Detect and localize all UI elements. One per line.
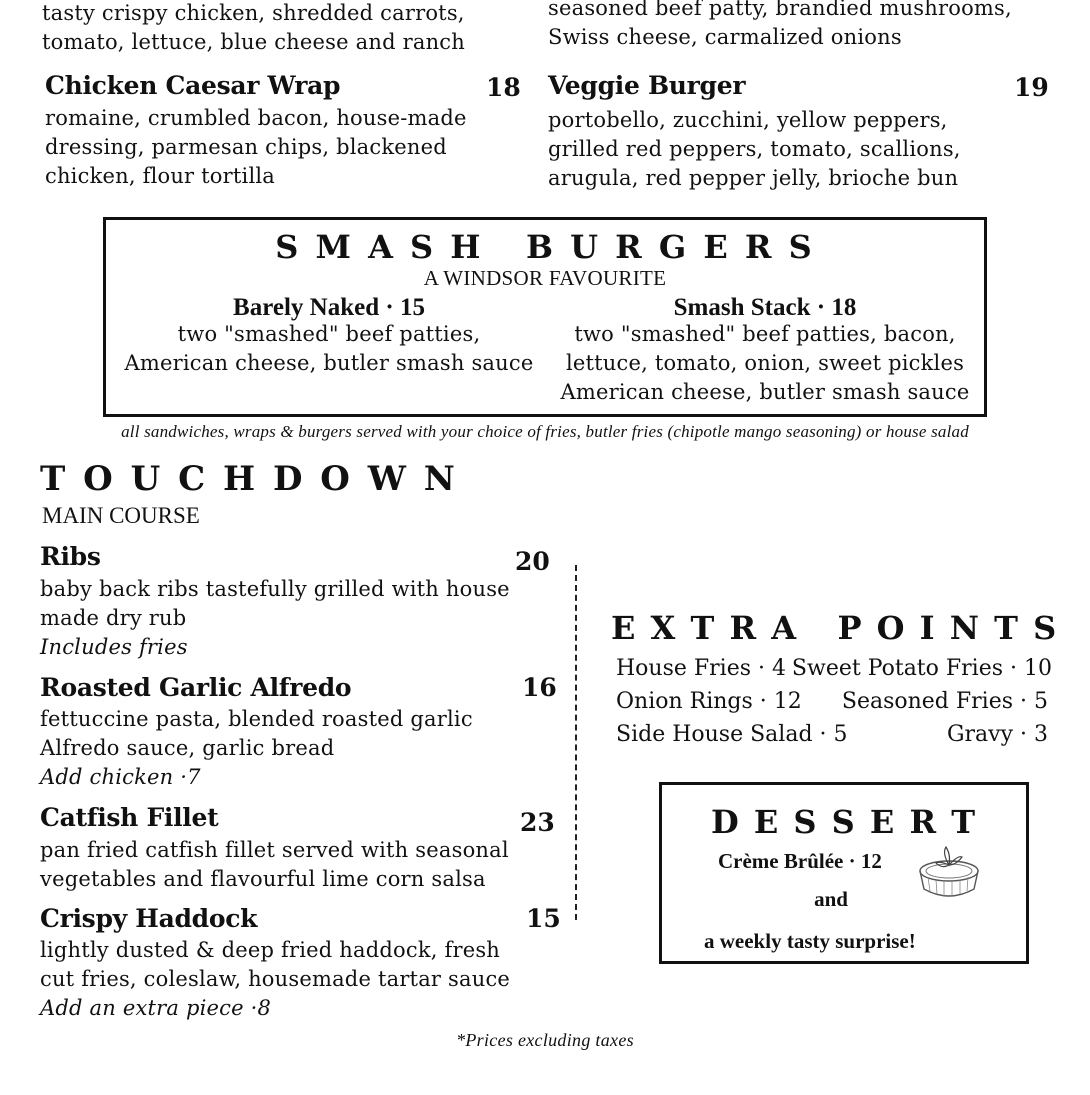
ribs-price: 20 xyxy=(515,547,550,576)
smash-item-barely-naked xyxy=(114,294,544,378)
dessert-box xyxy=(659,782,1029,964)
extra-sweet-potato-fries: Sweet Potato Fries · 10 xyxy=(791,656,1052,681)
ribs-desc: baby back ribs tastefully grilled with house made dry rub Includes fries xyxy=(40,575,520,662)
barely-naked-name: Barely Naked · 15 xyxy=(233,294,425,321)
alfredo-price: 16 xyxy=(522,673,557,702)
alfredo-desc: fettuccine pasta, blended roasted garlic Alfredo sauce, garlic bread Add chicken ·7 xyxy=(40,705,520,792)
ribs-name: Ribs xyxy=(40,542,101,571)
barely-naked-desc: two "smashed" beef patties, American cheese, butler smash sauce xyxy=(124,322,534,375)
catfish-price: 23 xyxy=(520,808,555,837)
top-left-item-desc: tasty crispy chicken, shredded carrots, tomato, lettuce, blue cheese and ranch xyxy=(42,1,465,54)
alfredo-note: Add chicken ·7 xyxy=(40,765,201,789)
veggie-burger-price: 19 xyxy=(1014,73,1049,102)
touchdown-title: T O U C H D O W N xyxy=(40,459,458,499)
prices-note: *Prices excluding taxes xyxy=(456,1030,634,1050)
veggie-burger-desc: portobello, zucchini, yellow peppers, grilled red peppers, tomato, scallions, arugula, red pepper jelly, brioche bun xyxy=(548,108,961,190)
dessert-and: and xyxy=(814,887,848,911)
chicken-caesar-name: Chicken Caesar Wrap xyxy=(45,71,341,100)
dessert-title: D E S S E R T xyxy=(711,803,977,841)
catfish-desc: pan fried catfish fillet served with seasonal vegetables and flavourful lime corn salsa xyxy=(40,838,509,891)
chicken-caesar-desc: romaine, crumbled bacon, house-made dressing, parmesan chips, blackened chicken, flour tortilla xyxy=(45,106,467,188)
column-divider xyxy=(575,565,577,920)
haddock-note: Add an extra piece ·8 xyxy=(40,996,272,1020)
served-with-note: all sandwiches, wraps & burgers served with your choice of fries, butler fries (chipotle mango seasoning) or house salad xyxy=(121,422,969,441)
veggie-burger-name: Veggie Burger xyxy=(548,71,746,100)
haddock-name: Crispy Haddock xyxy=(40,904,258,933)
extra-side-house-salad: Side House Salad · 5 xyxy=(616,722,848,747)
chicken-caesar-price: 18 xyxy=(486,73,521,102)
extra-points-title: E X T R A P O I N T S xyxy=(611,609,1059,647)
creme-brulee-item: Crème Brûlée · 12 xyxy=(718,849,882,873)
extra-gravy: Gravy · 3 xyxy=(946,722,1048,747)
extra-onion-rings: Onion Rings · 12 xyxy=(616,689,802,714)
catfish-name: Catfish Fillet xyxy=(40,803,219,832)
smash-stack-name: Smash Stack · 18 xyxy=(673,294,857,321)
extra-house-fries: House Fries · 4 xyxy=(616,656,787,681)
touchdown-subtitle: MAIN COURSE xyxy=(42,503,200,528)
haddock-price: 15 xyxy=(526,904,561,933)
haddock-desc: lightly dusted & deep fried haddock, fresh cut fries, coleslaw, housemade tartar sauce Add an extra piece ·8 xyxy=(40,936,530,1023)
smash-burgers-subtitle: A WINDSOR FAVOURITE xyxy=(423,266,667,290)
top-right-item-desc: seasoned beef patty, brandied mushrooms, Swiss cheese, carmalized onions xyxy=(548,0,1012,49)
dessert-surprise: a weekly tasty surprise! xyxy=(704,929,916,953)
smash-item-smash-stack xyxy=(550,294,980,407)
alfredo-name: Roasted Garlic Alfredo xyxy=(40,673,352,702)
smash-burgers-title: S M A S H B U R G E R S xyxy=(275,228,815,266)
smash-stack-desc: two "smashed" beef patties, bacon, lettuce, tomato, onion, sweet pickles American cheese, butler smash sauce xyxy=(560,322,970,404)
smash-burgers-box xyxy=(103,217,987,417)
ribs-note: Includes fries xyxy=(40,635,188,659)
extra-seasoned-fries: Seasoned Fries · 5 xyxy=(841,689,1048,714)
